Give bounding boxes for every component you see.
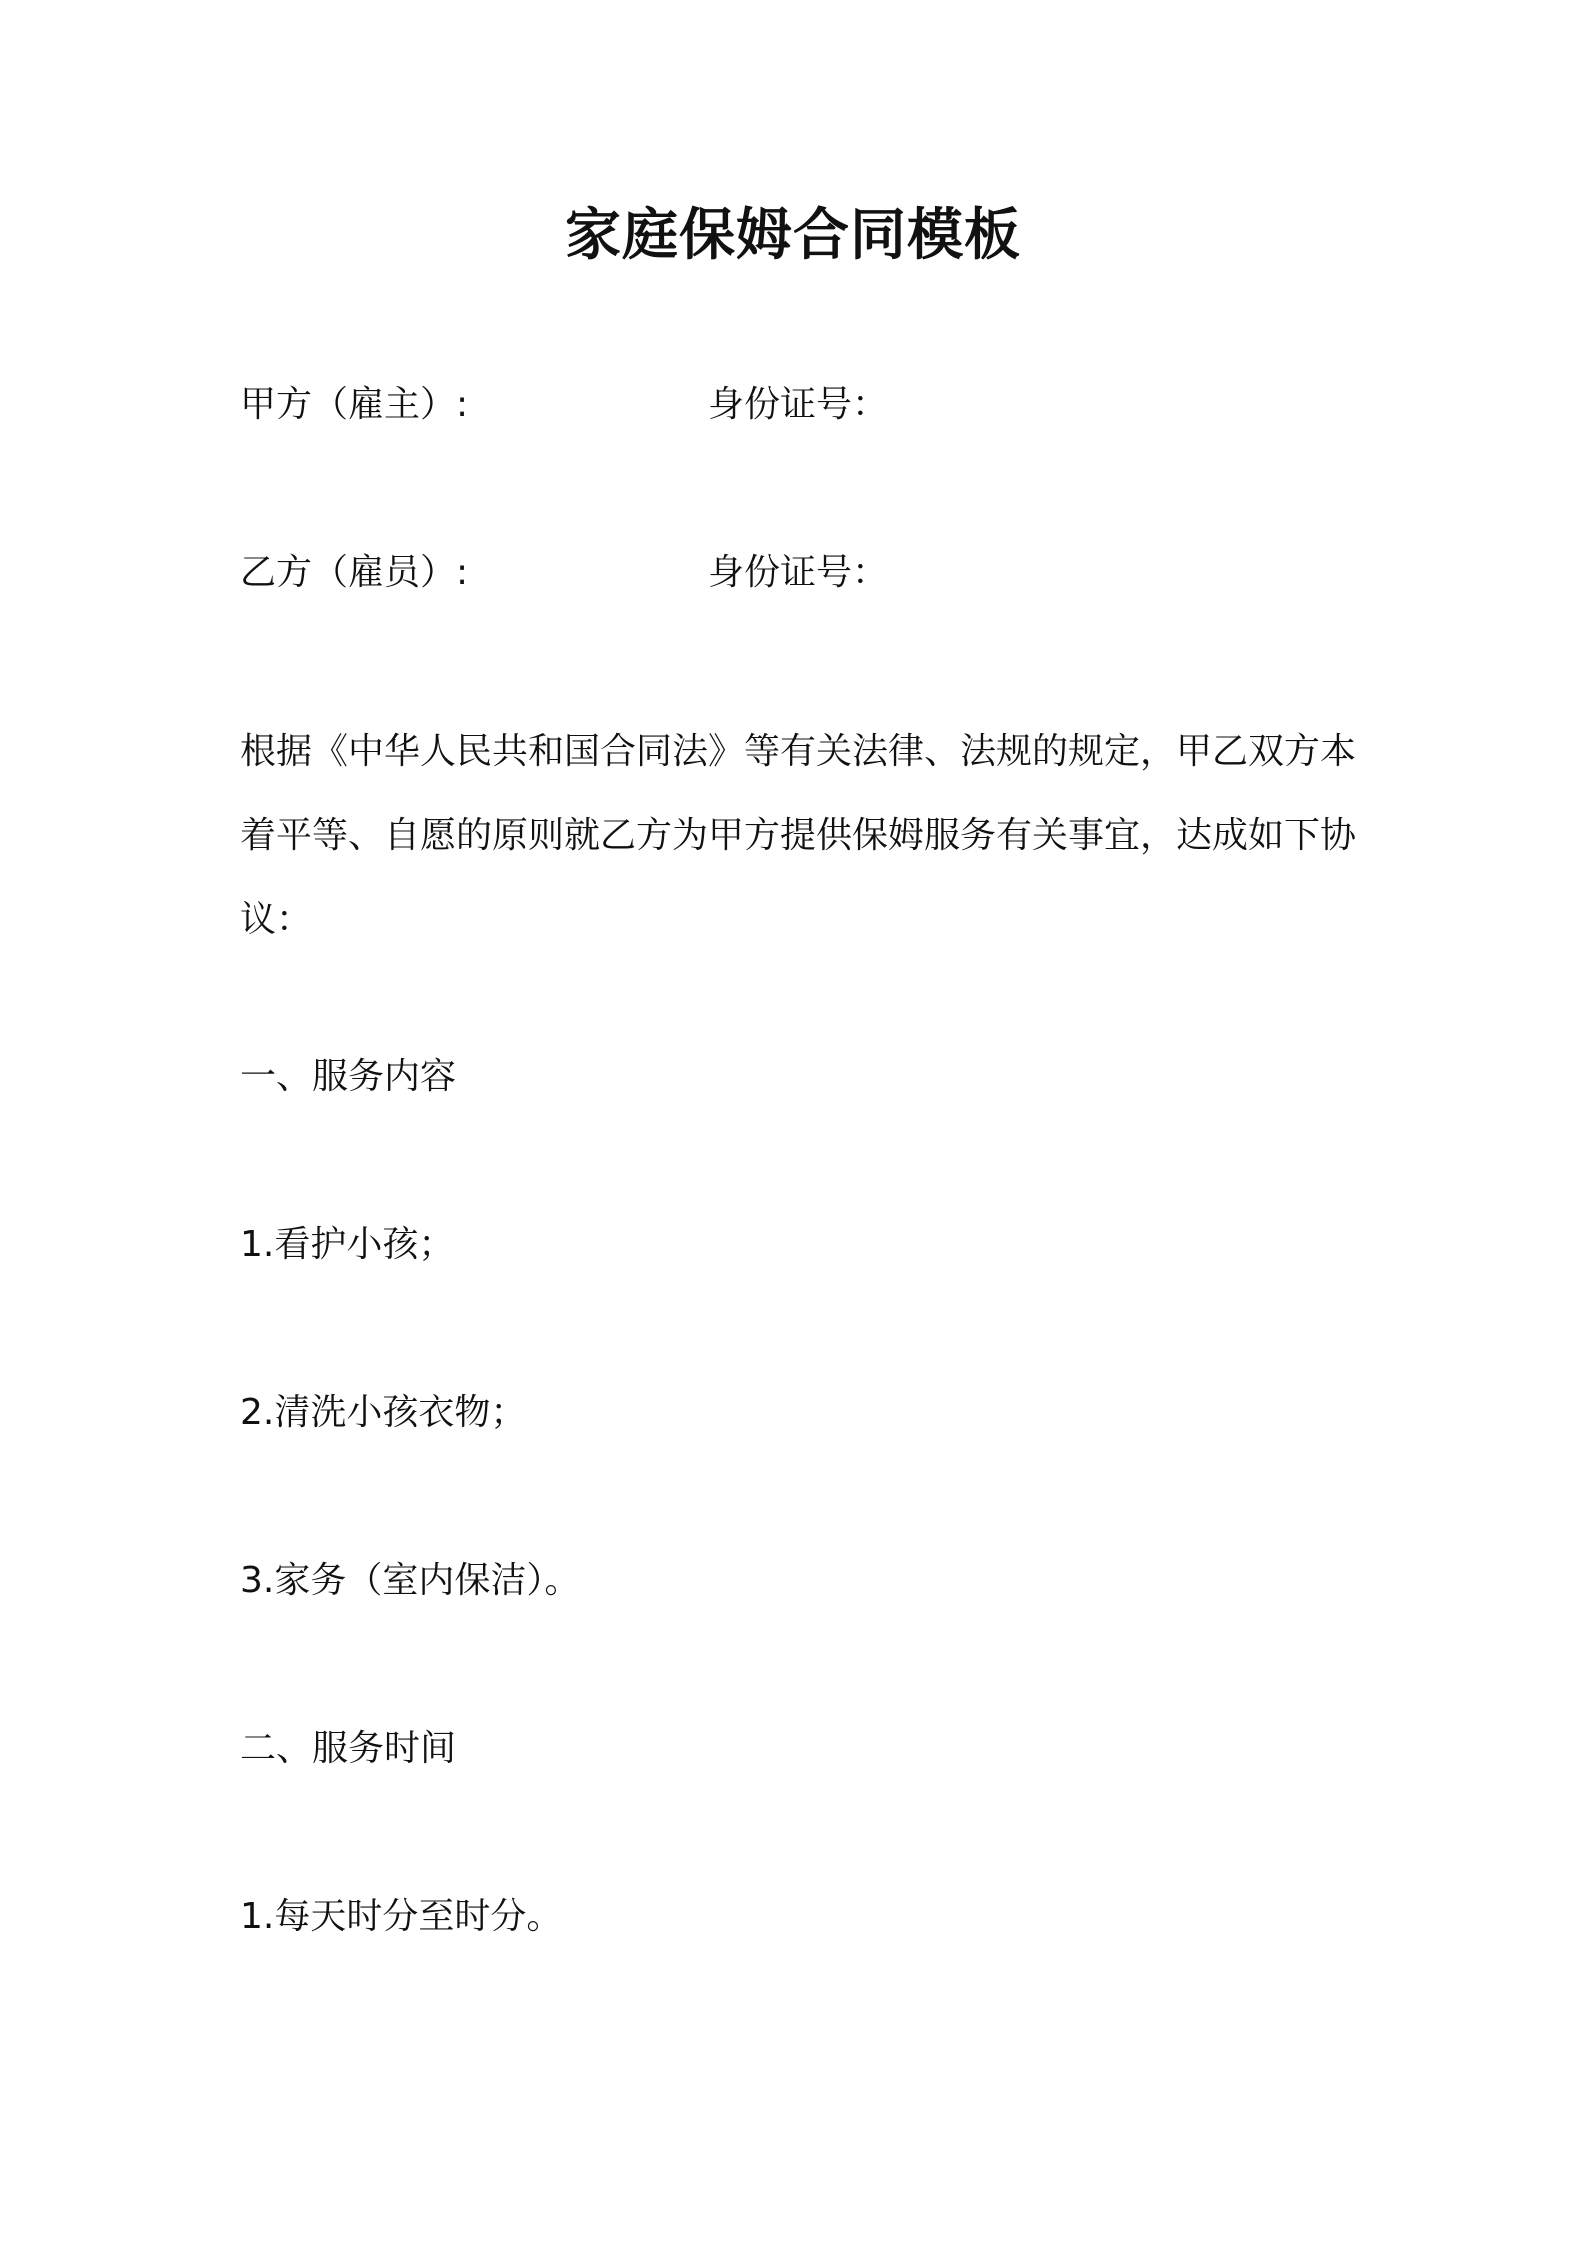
section-1-item: 1.看护小孩； (240, 1224, 455, 1265)
section-1-item: 2.清洗小孩衣物； (240, 1392, 527, 1433)
section-1-item: 3.家务（室内保洁）。 (240, 1560, 581, 1601)
section-2-heading: 二、服务时间 (240, 1728, 457, 1769)
party-a-row (240, 380, 1360, 430)
party-a-label: 甲方（雇主）: (240, 384, 469, 425)
party-b-label: 乙方（雇员）: (240, 552, 469, 593)
document-title: 家庭保姆合同模板 (565, 203, 1021, 268)
party-b-id-label: 身份证号： (708, 552, 889, 593)
party-a-id-label: 身份证号： (708, 384, 889, 425)
party-b-row (240, 548, 1360, 598)
section-2-item: 1.每天时分至时分。 (240, 1896, 563, 1937)
section-1-heading: 一、服务内容 (240, 1056, 457, 1097)
preamble-paragraph: 根据《中华人民共和国合同法》等有关法律、法规的规定，甲乙双方本着平等、自愿的原则就乙方为甲方提供保姆服务有关事宜，达成如下协议： (240, 731, 1357, 940)
